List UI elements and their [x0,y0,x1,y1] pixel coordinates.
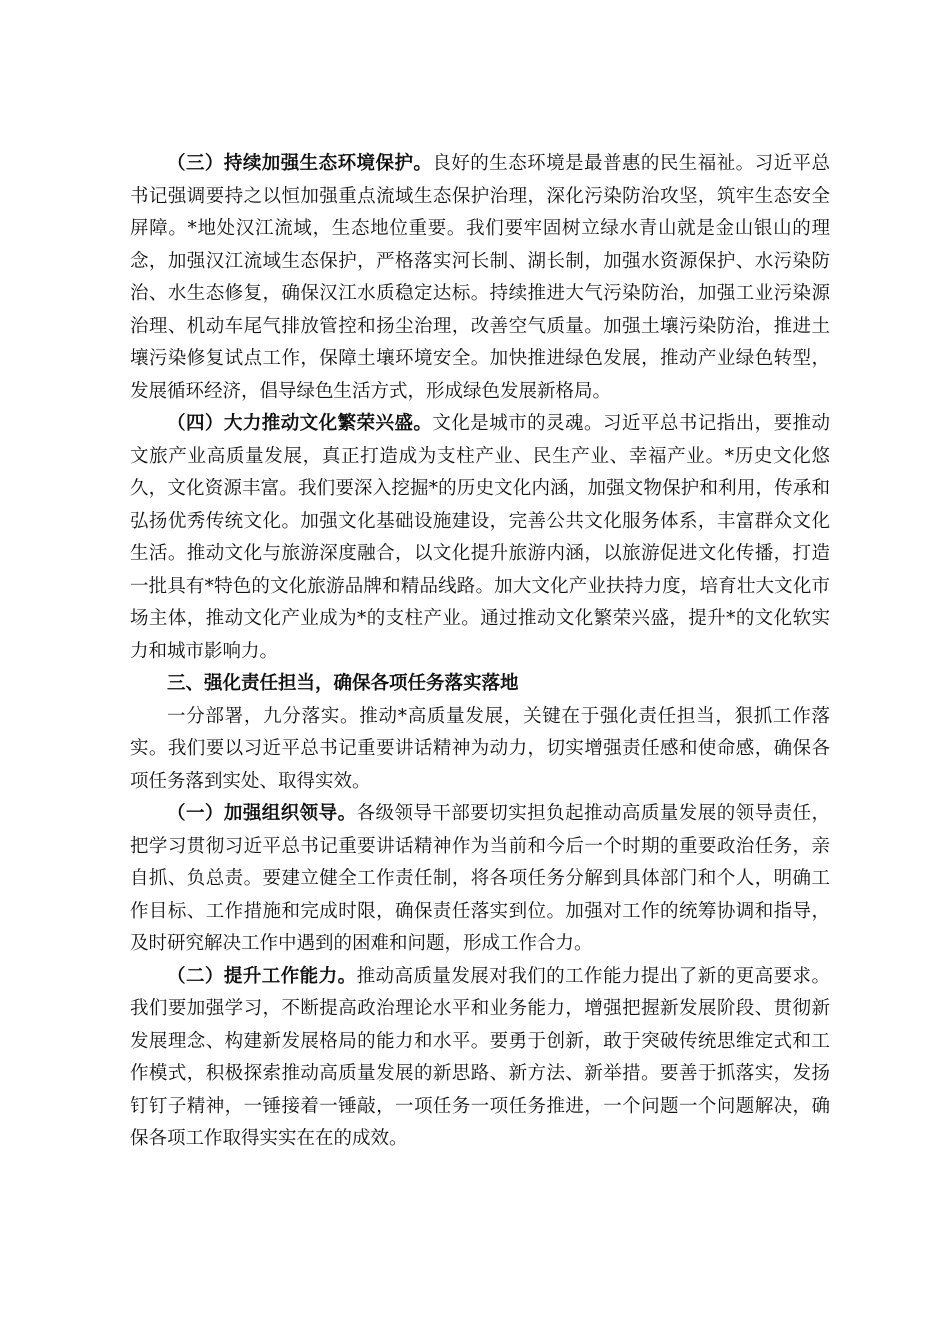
paragraph-lead: （四）大力推动文化繁荣兴盛。 [167,413,433,434]
paragraph-lead: （一）加强组织领导。 [167,803,357,824]
paragraph-body: 各级领导干部要切实担负起推动高质量发展的领导责任，把学习贯彻习近平总书记重要讲话精神作为当前和今后一个时期的重要政治任务，亲自抓、负总责。要建立健全工作责任制，将各项任务分解到具体部门和个人，明确工作目标、工作措施和完成时限，确保责任落实到位。加强对工作的统筹协调和指导，及时研究解决工作中遇到的困难和问题，形成工作合力。 [130,803,830,954]
section-heading: 三、强化责任担当，确保各项任务落实落地 [167,673,519,694]
paragraph-eco [130,148,830,408]
paragraph-org [130,798,830,961]
document-page [130,148,830,1156]
paragraph-intro: 一分部署，九分落实。推动*高质量发展，关键在于强化责任担当，狠抓工作落实。我们要以习近平总书记重要讲话精神为动力，切实增强责任感和使命感，确保各项任务落到实处、取得实效。 [130,705,830,792]
paragraph-lead: （三）持续加强生态环境保护。 [167,153,433,174]
paragraph-ability [130,961,830,1156]
paragraph-culture [130,408,830,668]
paragraph-body: 推动高质量发展对我们的工作能力提出了新的更高要求。我们要加强学习，不断提高政治理论水平和业务能力，增强把握新发展阶段、贯彻新发展理念、构建新发展格局的能力和水平。要勇于创新，敢于突破传统思维定式和工作模式，积极探索推动高质量发展的新思路、新方法、新举措。要善于抓落实，发扬钉钉子精神，一锤接着一锤敲，一项任务一项任务推进，一个问题一个问题解决，确保各项工作取得实实在在的成效。 [130,965,830,1149]
paragraph-lead: （二）提升工作能力。 [167,965,357,987]
paragraph-body: 文化是城市的灵魂。习近平总书记指出，要推动文旅产业高质量发展，真正打造成为支柱产业、民生产业、幸福产业。*历史文化悠久，文化资源丰富。我们要深入挖掘*的历史文化内涵，加强文物保护和利用，传承和弘扬优秀传统文化。加强文化基础设施建设，完善公共文化服务体系，丰富群众文化生活。推动文化与旅游深度融合，以文化提升旅游内涵，以旅游促进文化传播，打造一批具有*特色的文化旅游品牌和精品线路。加大文化产业扶持力度，培育壮大文化市场主体，推动文化产业成为*的支柱产业。通过推动文化繁荣兴盛，提升*的文化软实力和城市影响力。 [130,413,830,662]
paragraph-body: 良好的生态环境是最普惠的民生福祉。习近平总书记强调要持之以恒加强重点流域生态保护治理，深化污染防治攻坚，筑牢生态安全屏障。*地处汉江流域，生态地位重要。我们要牢固树立绿水青山就是金山银山的理念，加强汉江流域生态保护，严格落实河长制、湖长制，加强水资源保护、水污染防治、水生态修复，确保汉江水质稳定达标。持续推进大气污染防治，加强工业污染源治理、机动车尾气排放管控和扬尘治理，改善空气质量。加强土壤污染防治，推进土壤污染修复试点工作，保障土壤环境安全。加快推进绿色发展，推动产业绿色转型，发展循环经济，倡导绿色生活方式，形成绿色发展新格局。 [130,153,830,402]
